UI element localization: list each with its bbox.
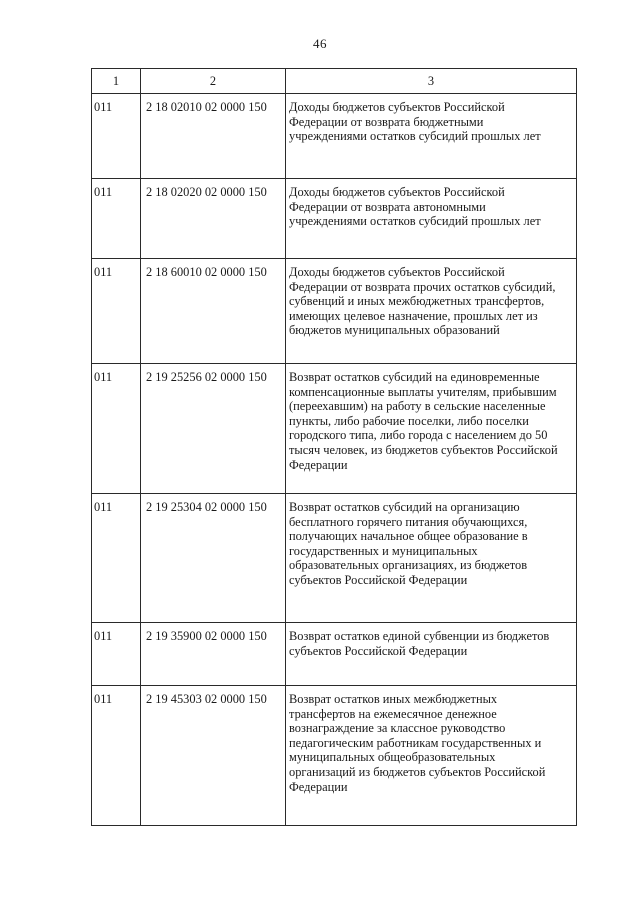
budget-code-cell: 2 19 25256 02 0000 150 [141, 364, 286, 494]
description-line: организаций из бюджетов субъектов Российской [289, 764, 546, 779]
description-line: Возврат остатков иных межбюджетных [289, 692, 498, 706]
budget-code-cell: 2 19 45303 02 0000 150 [141, 686, 286, 826]
header-column-3: 3 [286, 69, 577, 94]
description-cell [286, 94, 577, 179]
description-line: субвенций и иных межбюджетных трансфертов, [289, 294, 545, 309]
description-line: Федерации [289, 779, 348, 794]
description-line: Федерации [289, 457, 348, 472]
description-line: образовательных организациях, из бюджетов [289, 558, 528, 573]
description-line: имеющих целевое назначение, прошлых лет из [289, 308, 538, 323]
page-number: 46 [313, 36, 327, 51]
table-row [92, 686, 577, 826]
admin-code-cell: 011 [92, 494, 141, 623]
description-line: бюджетов муниципальных образований [289, 323, 500, 338]
description-line: субъектов Российской Федерации [289, 572, 468, 587]
description-line: педагогическим работникам государственных и [289, 735, 542, 750]
description-line: учреждениями остатков субсидий прошлых лет [289, 129, 541, 144]
description-line: получающих начальное общее образование в [289, 529, 528, 544]
budget-code-cell: 2 18 02010 02 0000 150 [141, 94, 286, 179]
table-row [92, 623, 577, 686]
header-column-1: 1 [92, 69, 141, 94]
description-line: муниципальных общеобразовательных [289, 750, 496, 765]
description-line: Возврат остатков субсидий на организацию [289, 500, 520, 514]
description-line: пункты, либо рабочие поселки, либо поселки [289, 413, 529, 428]
table-row [92, 179, 577, 259]
description-line: трансфертов на ежемесячное денежное [289, 706, 497, 721]
description-line: Доходы бюджетов субъектов Российской [289, 100, 505, 114]
description-line: Возврат остатков единой субвенции из бюджетов [289, 629, 550, 643]
admin-code-cell: 011 [92, 179, 141, 259]
description-cell [286, 494, 577, 623]
budget-code-cell: 2 19 25304 02 0000 150 [141, 494, 286, 623]
description-cell [286, 686, 577, 826]
description-line: (переехавшим) на работу в сельские населенные [289, 399, 546, 414]
description-line: Возврат остатков субсидий на единовременные [289, 370, 540, 384]
admin-code-cell: 011 [92, 364, 141, 494]
description-line: компенсационные выплаты учителям, прибывшим [289, 384, 557, 399]
budget-code-cell: 2 18 60010 02 0000 150 [141, 259, 286, 364]
description-line: государственных и муниципальных [289, 543, 478, 558]
description-cell [286, 623, 577, 686]
admin-code-cell: 011 [92, 259, 141, 364]
table-row [92, 94, 577, 179]
description-cell [286, 179, 577, 259]
description-line: Доходы бюджетов субъектов Российской [289, 265, 505, 279]
table-row [92, 494, 577, 623]
description-line: вознаграждение за классное руководство [289, 721, 506, 736]
description-cell [286, 259, 577, 364]
admin-code-cell: 011 [92, 623, 141, 686]
table-row [92, 364, 577, 494]
admin-code-cell: 011 [92, 686, 141, 826]
description-line: учреждениями остатков субсидий прошлых лет [289, 214, 541, 229]
description-line: тысяч человек, из бюджетов субъектов Российской [289, 442, 558, 457]
description-cell [286, 364, 577, 494]
description-line: городского типа, либо города с населением до 50 [289, 428, 548, 443]
header-column-2: 2 [141, 69, 286, 94]
description-line: Доходы бюджетов субъектов Российской [289, 185, 505, 199]
description-line: Федерации от возврата автономными [289, 199, 486, 214]
description-line: Федерации от возврата бюджетными [289, 114, 484, 129]
table-row [92, 259, 577, 364]
description-line: бесплатного горячего питания обучающихся, [289, 514, 528, 529]
table-header-row [92, 69, 577, 94]
description-line: Федерации от возврата прочих остатков субсидий, [289, 279, 556, 294]
budget-code-cell: 2 19 35900 02 0000 150 [141, 623, 286, 686]
admin-code-cell: 011 [92, 94, 141, 179]
budget-code-cell: 2 18 02020 02 0000 150 [141, 179, 286, 259]
budget-classification-table [91, 68, 577, 826]
description-line: субъектов Российской Федерации [289, 643, 468, 658]
